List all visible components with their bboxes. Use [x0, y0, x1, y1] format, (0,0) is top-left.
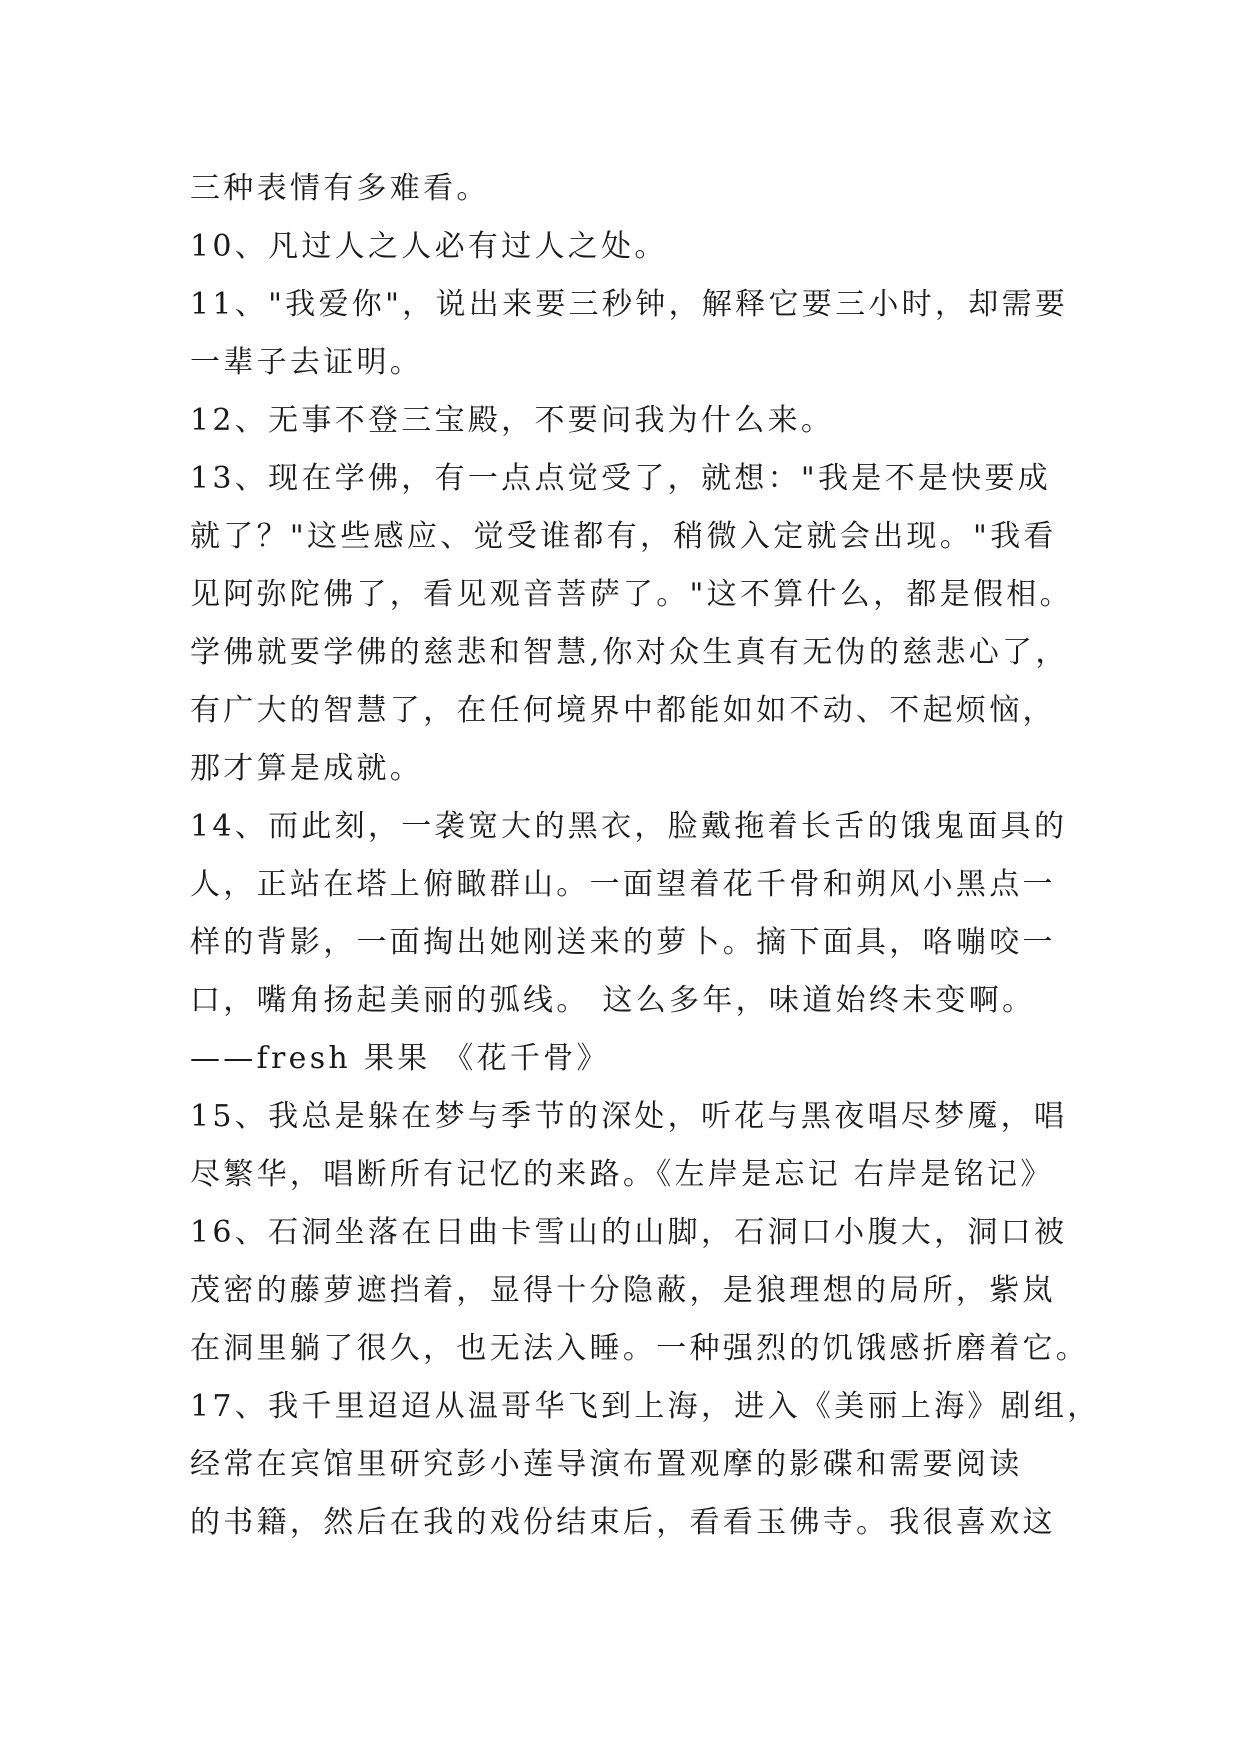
body-text — [190, 160, 1101, 1552]
text-line: 经常在宾馆里研究彭小莲导演布置观摩的影碟和需要阅读 — [190, 1447, 1023, 1482]
text-line: 12、无事不登三宝殿，不要问我为什么来。 — [190, 403, 835, 438]
text-line: 口，嘴角扬起美丽的弧线。 这么多年，味道始终未变啊。 — [190, 983, 1036, 1018]
text-line: ——fresh 果果 《花千骨》 — [190, 1041, 610, 1076]
text-line: 三种表情有多难看。 — [190, 171, 490, 206]
text-line: 有广大的智慧了，在任何境界中都能如如不动、不起烦恼， — [190, 693, 1056, 728]
text-line: 16、石洞坐落在日曲卡雪山的山脚，石洞口小腹大，洞口被 — [190, 1215, 1068, 1250]
text-line: 就了？"这些感应、觉受谁都有，稍微入定就会出现。"我看 — [190, 519, 1057, 554]
text-line: 样的背影，一面掏出她刚送来的萝卜。摘下面具，咯嘣咬一 — [190, 925, 1056, 960]
text-line: 15、我总是躲在梦与季节的深处，听花与黑夜唱尽梦魇，唱 — [190, 1099, 1068, 1134]
text-line: 10、凡过人之人必有过人之处。 — [190, 229, 668, 264]
text-line: 那才算是成就。 — [190, 751, 424, 786]
text-line: 学佛就要学佛的慈悲和智慧,你对众生真有无伪的慈悲心了， — [190, 635, 1069, 670]
text-line: 11、"我爱你"，说出来要三秒钟，解释它要三小时，却需要 — [190, 287, 1069, 322]
text-line: 见阿弥陀佛了，看见观音菩萨了。"这不算什么，都是假相。 — [190, 577, 1073, 612]
text-line: 13、现在学佛，有一点点觉受了，就想："我是不是快要成 — [190, 461, 1052, 496]
text-line: 人，正站在塔上俯瞰群山。一面望着花千骨和朔风小黑点一 — [190, 867, 1056, 902]
text-line: 的书籍，然后在我的戏份结束后，看看玉佛寺。我很喜欢这 — [190, 1505, 1056, 1540]
text-line: 14、而此刻，一袭宽大的黑衣，脸戴拖着长舌的饿鬼面具的 — [190, 809, 1068, 844]
text-line: 茂密的藤萝遮挡着，显得十分隐蔽，是狼理想的局所，紫岚 — [190, 1273, 1056, 1308]
text-line: 一辈子去证明。 — [190, 345, 424, 380]
text-line: 尽繁华，唱断所有记忆的来路。《左岸是忘记 右岸是铭记》 — [190, 1157, 1054, 1192]
text-line: 在洞里躺了很久，也无法入睡。一种强烈的饥饿感折磨着它。 — [190, 1331, 1090, 1366]
text-line: 17、我千里迢迢从温哥华飞到上海，进入《美丽上海》剧组， — [190, 1389, 1101, 1424]
